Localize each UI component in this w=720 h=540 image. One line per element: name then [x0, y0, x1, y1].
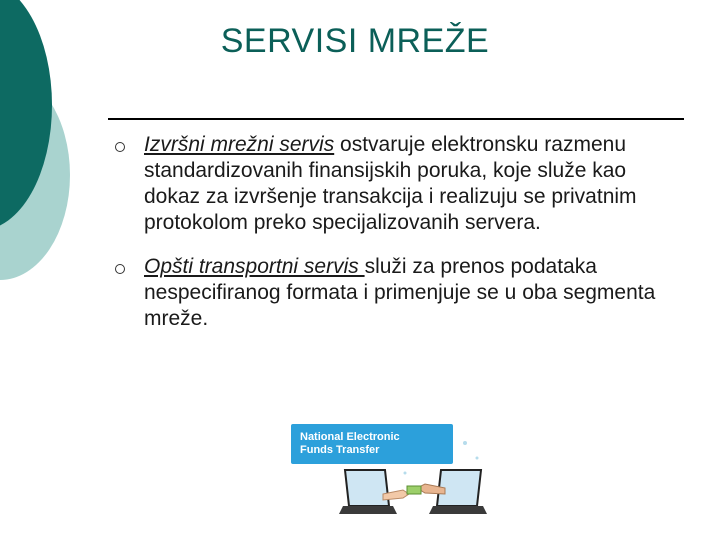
banner-line-1: National Electronic	[300, 431, 400, 443]
bullet-item-transport-service	[112, 254, 682, 332]
circle-bullet-icon	[115, 142, 125, 152]
funds-transfer-image	[285, 418, 500, 528]
bullet-item-executive-service	[112, 132, 682, 236]
bullet-text: ostvaruje elektronsku razmenu standardizovanih finansijskih poruka, koje služe kao dokaz za izvršenje transakcija i realizuju se privatnim protokolom preko specijalizovanih servera.	[144, 133, 637, 234]
title-divider	[108, 118, 684, 120]
left-laptop-icon	[339, 470, 397, 514]
bullet-term: Opšti transportni servis	[144, 255, 365, 278]
banner-line-2: Funds Transfer	[300, 444, 380, 456]
laptops-exchange-illustration	[285, 418, 500, 528]
slide-title: SERVISI MREŽE	[220, 22, 490, 60]
bullet-term: Izvršni mrežni servis	[144, 133, 335, 156]
circle-bullet-icon	[115, 264, 125, 274]
bullet-text: služi za prenos podataka nespecifiranog formata i primenjuje se u oba segmenta mreže.	[144, 255, 656, 330]
bullet-list	[112, 132, 682, 350]
money-note-icon	[407, 486, 421, 494]
